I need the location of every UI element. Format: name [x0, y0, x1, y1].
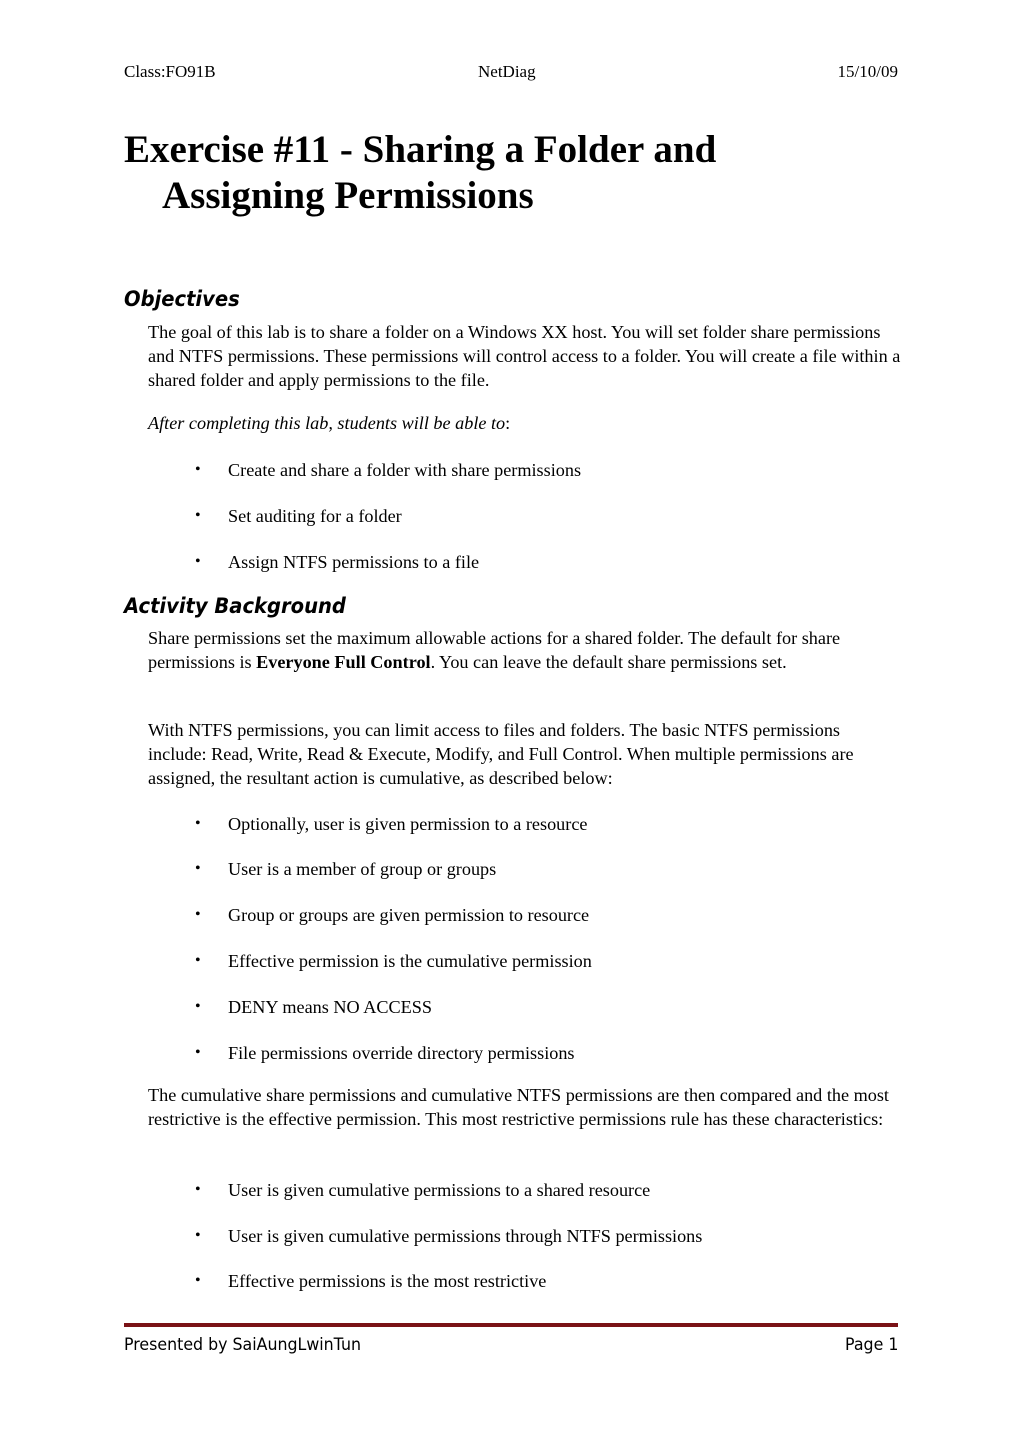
title-line-1: Exercise #11 - Sharing a Folder and [124, 128, 717, 171]
objectives-heading: Objectives [124, 287, 240, 311]
page-title [124, 127, 884, 219]
bullet-icon: • [195, 1272, 201, 1289]
list-item [195, 458, 581, 482]
list-item [195, 1041, 575, 1065]
list-item [195, 903, 589, 927]
activity-paragraph-1 [148, 627, 903, 675]
bullet-icon: • [195, 461, 201, 478]
footer-presenter: Presented by SaiAungLwinTun [124, 1335, 361, 1355]
list-item [195, 1178, 650, 1202]
bullet-icon: • [195, 1044, 201, 1061]
footer-divider [124, 1323, 898, 1327]
bullet-icon: • [195, 860, 201, 877]
list-item-text: Assign NTFS permissions to a file [228, 552, 480, 572]
footer-page-number: Page 1 [844, 1335, 898, 1355]
header-course: NetDiag [478, 62, 536, 81]
list-item [195, 504, 402, 528]
list-item [195, 949, 592, 973]
page-footer [124, 1335, 898, 1361]
list-item [195, 1269, 546, 1293]
objectives-intro [148, 412, 903, 436]
activity-paragraph-1-b: . You can leave the default share permissions set. [430, 651, 787, 672]
bullet-icon: • [195, 952, 201, 969]
list-item-text: Optionally, user is given permission to a resource [228, 814, 588, 834]
bullet-icon: • [195, 1181, 201, 1198]
list-item-text: User is a member of group or groups [228, 859, 497, 879]
list-item [195, 812, 587, 836]
list-item-text: Effective permissions is the most restrictive [228, 1271, 547, 1291]
bullet-icon: • [195, 998, 201, 1015]
list-item-text: User is given cumulative permissions to a shared resource [228, 1180, 651, 1200]
list-item-text: User is given cumulative permissions through NTFS permissions [228, 1226, 703, 1246]
activity-background-heading: Activity Background [124, 594, 346, 618]
list-item-text: Create and share a folder with share permissions [228, 460, 582, 480]
activity-paragraph-2: With NTFS permissions, you can limit access to files and folders. The basic NTFS permissions include: Read, Write, Read & Execute, Modify, and Full Control. When multiple permissions are assigned, the resultant action is cumulative, as described below: [148, 720, 854, 788]
list-item-text: Effective permission is the cumulative permission [228, 951, 592, 971]
list-item-text: Set auditing for a folder [228, 506, 402, 526]
bullet-icon: • [195, 553, 201, 570]
objectives-intro-colon: : [505, 413, 511, 433]
list-item [195, 1224, 702, 1248]
page-header [124, 62, 898, 86]
objectives-paragraph: The goal of this lab is to share a folder on a Windows XX host. You will set folder share permissions and NTFS permissions. These permissions will control access to a folder. You will create a file within a shared folder and apply permissions to the file. [148, 322, 901, 390]
header-class: Class:FO91B [124, 62, 216, 81]
list-item [195, 857, 496, 881]
header-date: 15/10/09 [837, 62, 898, 81]
bullet-icon: • [195, 1227, 201, 1244]
bullet-icon: • [195, 906, 201, 923]
list-item-text: File permissions override directory permissions [228, 1043, 575, 1063]
bullet-icon: • [195, 507, 201, 524]
bullet-icon: • [195, 815, 201, 832]
activity-paragraph-1-a: Share permissions set the maximum allowable actions for a shared folder. The default for share permissions is [148, 628, 841, 672]
activity-paragraph-1-bold: Everyone Full Control [256, 651, 431, 672]
list-item-text: Group or groups are given permission to resource [228, 905, 590, 925]
activity-paragraph-3: The cumulative share permissions and cumulative NTFS permissions are then compared and the most restrictive is the effective permission. This most restrictive permissions rule has these characteristics: [148, 1085, 889, 1129]
title-line-2: Assigning Permissions [162, 174, 534, 217]
list-item-text: DENY means NO ACCESS [228, 997, 432, 1017]
list-item [195, 995, 432, 1019]
list-item [195, 550, 479, 574]
objectives-intro-text: After completing this lab, students will be able to [148, 413, 506, 433]
